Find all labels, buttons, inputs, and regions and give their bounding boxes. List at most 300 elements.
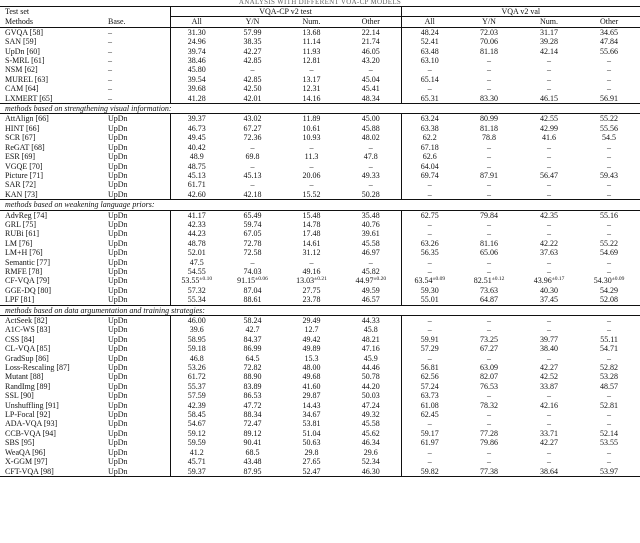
metric-value: –: [250, 142, 255, 152]
metric-cell: [458, 190, 520, 200]
metric-cell: [458, 124, 520, 133]
metric-value: 41.17: [187, 210, 206, 220]
metric-cell: [282, 410, 341, 419]
metric-value: 69.8: [245, 152, 260, 162]
metric-value: –: [309, 65, 314, 75]
method-name: SBS [95]: [5, 438, 35, 448]
metric-value: 57.29: [420, 344, 439, 354]
metric-cell: [170, 286, 223, 295]
metric-cell: [578, 325, 640, 334]
metric-cell: [170, 438, 223, 447]
metric-value: –: [427, 266, 432, 276]
metric-value: 14.78: [302, 219, 321, 229]
method-name: CL-VQA [85]: [5, 344, 51, 354]
metric-value: 63.10: [420, 56, 439, 66]
metric-cell: [401, 143, 458, 152]
metric-value: –: [427, 189, 432, 199]
metric-cell: [401, 316, 458, 326]
metric-value: 21.74: [361, 37, 380, 47]
metric-cell: [341, 410, 401, 419]
metric-value: 58.95: [187, 334, 206, 344]
method-name: WeaQA [96]: [5, 447, 46, 457]
column-header: All: [170, 17, 223, 27]
metric-cell: [223, 410, 282, 419]
metric-cell: [458, 248, 520, 257]
table-row: [0, 124, 640, 133]
metric-value: 42.16: [540, 400, 559, 410]
metric-cell: [282, 429, 341, 438]
metric-cell: [458, 180, 520, 189]
metric-value: 59.82: [420, 466, 439, 476]
table-row: [0, 75, 640, 84]
metric-value: 49.16: [302, 266, 321, 276]
metric-cell: [170, 56, 223, 65]
metric-value: 45.13: [243, 170, 262, 180]
metric-value: 53.26: [187, 363, 206, 373]
metric-value: 40.76: [361, 219, 380, 229]
metric-value: 38.35: [243, 37, 262, 47]
metric-value: 55.22: [600, 114, 619, 124]
method-name: Mutant [88]: [5, 372, 44, 382]
metric-cell: [520, 325, 578, 334]
metric-cell: [282, 419, 341, 428]
metric-value: 59.91: [420, 334, 439, 344]
metric-value: 46.57: [361, 295, 380, 305]
metric-value: 81.18: [480, 46, 499, 56]
metric-value: 48.78: [187, 238, 206, 248]
metric-value: 47.8: [363, 152, 378, 162]
table-row: [0, 467, 640, 477]
column-header: Y/N: [458, 17, 520, 27]
method-name: LP-Focal [92]: [5, 410, 51, 420]
table-row: [0, 382, 640, 391]
metric-value: 10.61: [302, 123, 321, 133]
test-set-header: Test set: [0, 7, 106, 17]
metric-cell: [578, 229, 640, 238]
metric-value: –: [607, 447, 612, 457]
metric-cell: [223, 295, 282, 305]
metric-value: 45.82: [361, 266, 380, 276]
metric-cell: [282, 335, 341, 344]
metric-cell: [520, 229, 578, 238]
metric-cell: [578, 143, 640, 152]
metric-value: 72.36: [243, 133, 262, 143]
metric-cell: [520, 258, 578, 267]
metric-value: –: [547, 353, 552, 363]
metric-cell: [401, 56, 458, 65]
table-row: [0, 27, 640, 37]
metric-cell: [223, 467, 282, 477]
metric-value: 54.55: [187, 266, 206, 276]
metric-cell: [341, 143, 401, 152]
metric-cell: [341, 171, 401, 180]
metric-value: 74.03: [243, 266, 262, 276]
metric-cell: [401, 363, 458, 372]
metric-value: 47.72: [243, 400, 262, 410]
metric-value: 63.24: [420, 114, 439, 124]
metric-value: –: [547, 142, 552, 152]
metric-value: 42.18: [243, 189, 262, 199]
metric-value: 62.45: [420, 410, 439, 420]
metric-cell: [520, 47, 578, 56]
metric-cell: [520, 438, 578, 447]
metric-value: –: [487, 391, 492, 401]
metric-cell: [458, 401, 520, 410]
metric-cell: [282, 143, 341, 152]
column-header: Other: [578, 17, 640, 27]
metric-cell: [341, 239, 401, 248]
base-model: UpDn: [108, 219, 128, 229]
metric-cell: [578, 457, 640, 466]
table-row: [0, 419, 640, 428]
metric-value: 49.68: [302, 372, 321, 382]
metric-value: 54.5: [602, 133, 617, 143]
metric-cell: [341, 419, 401, 428]
metric-cell: [458, 27, 520, 37]
metric-cell: [401, 276, 458, 285]
metric-cell: [170, 210, 223, 220]
metric-value: –: [607, 325, 612, 335]
metric-cell: [520, 457, 578, 466]
method-name: LM+H [76]: [5, 248, 43, 258]
metric-value: 65.49: [243, 210, 262, 220]
table-row: [0, 133, 640, 142]
base-model: UpDn: [108, 419, 128, 429]
metric-cell: [341, 220, 401, 229]
metric-cell: [223, 180, 282, 189]
metric-value: –: [427, 65, 432, 75]
metric-value: 62.2: [422, 133, 437, 143]
table-row: [0, 220, 640, 229]
metric-cell: [458, 363, 520, 372]
metric-cell: [578, 133, 640, 142]
metric-value: –: [250, 65, 255, 75]
metric-cell: [170, 133, 223, 142]
metric-value: 23.78: [302, 295, 321, 305]
metric-cell: [520, 94, 578, 104]
results-table: [0, 6, 640, 477]
metric-value: 45.88: [361, 123, 380, 133]
metric-value: –: [607, 457, 612, 467]
metric-value: 46.15: [540, 93, 559, 103]
metric-cell: [401, 286, 458, 295]
metric-value: –: [309, 257, 314, 267]
metric-cell: [282, 65, 341, 74]
metric-cell: [282, 276, 341, 285]
metric-cell: [520, 429, 578, 438]
metric-cell: [401, 438, 458, 447]
metric-value: –: [427, 353, 432, 363]
base-model: UpDn: [108, 266, 128, 276]
metric-value: 67.27: [480, 344, 499, 354]
table-row: [0, 229, 640, 238]
metric-cell: [520, 372, 578, 381]
metric-value: 46.00: [187, 316, 206, 325]
metric-cell: [170, 267, 223, 276]
metric-cell: [341, 382, 401, 391]
base-model: –: [108, 65, 112, 75]
metric-value: 59.74: [243, 219, 262, 229]
metric-value: 45.62: [361, 428, 380, 438]
metric-cell: [170, 382, 223, 391]
metric-cell: [170, 143, 223, 152]
metric-cell: [458, 467, 520, 477]
metric-cell: [223, 75, 282, 84]
methods-header: Methods: [0, 17, 106, 27]
metric-cell: [223, 94, 282, 104]
metric-value: 56.35: [420, 248, 439, 258]
metric-value: 88.61: [243, 295, 262, 305]
metric-cell: [578, 372, 640, 381]
metric-value: 39.68: [187, 84, 206, 94]
metric-value: 46.34: [361, 438, 380, 448]
metric-cell: [520, 171, 578, 180]
metric-cell: [401, 391, 458, 400]
metric-cell: [223, 276, 282, 285]
metric-cell: [458, 143, 520, 152]
metric-value: –: [607, 65, 612, 75]
table-row: [0, 56, 640, 65]
metric-value: 13.68: [302, 27, 321, 37]
metric-value: 45.04: [361, 74, 380, 84]
metric-value: 64.5: [245, 353, 260, 363]
metric-cell: [578, 239, 640, 248]
metric-value: 72.58: [243, 248, 262, 258]
metric-cell: [401, 382, 458, 391]
metric-value: 31.17: [540, 27, 559, 37]
method-name: A1C-WS [83]: [5, 325, 51, 335]
table-row: [0, 438, 640, 447]
metric-value: 37.63: [540, 248, 559, 258]
base-model: UpDn: [108, 123, 128, 133]
metric-cell: [401, 267, 458, 276]
metric-value: 70.06: [480, 37, 499, 47]
metric-cell: [401, 114, 458, 124]
metric-value: –: [607, 266, 612, 276]
metric-value: 48.34: [361, 93, 380, 103]
metric-cell: [282, 258, 341, 267]
metric-cell: [223, 363, 282, 372]
metric-value: 41.6: [542, 133, 557, 143]
metric-cell: [520, 286, 578, 295]
metric-value: 54.67: [187, 419, 206, 429]
metric-value: –: [487, 219, 492, 229]
metric-cell: [578, 316, 640, 326]
metric-value: 20.06: [302, 170, 321, 180]
base-model: UpDn: [108, 161, 128, 171]
metric-cell: [401, 152, 458, 161]
column-header: Y/N: [223, 17, 282, 27]
metric-value: 43.02: [243, 114, 262, 124]
metric-value: 57.59: [187, 391, 206, 401]
metric-value: 42.85: [243, 56, 262, 66]
metric-cell: [282, 27, 341, 37]
metric-value: 45.13: [187, 170, 206, 180]
metric-value: –: [487, 316, 492, 325]
metric-cell: [401, 75, 458, 84]
metric-cell: [458, 286, 520, 295]
metric-cell: [170, 457, 223, 466]
metric-cell: [282, 239, 341, 248]
metric-value: 88.34: [243, 410, 262, 420]
metric-value: 57.24: [420, 381, 439, 391]
metric-value: 78.32: [480, 400, 499, 410]
metric-cell: [170, 229, 223, 238]
metric-value: –: [547, 219, 552, 229]
metric-cell: [401, 457, 458, 466]
metric-value: 55.22: [600, 238, 619, 248]
column-header: Other: [341, 17, 401, 27]
metric-cell: [520, 363, 578, 372]
metric-cell: [458, 354, 520, 363]
metric-value: 79.84: [480, 210, 499, 220]
metric-cell: [578, 410, 640, 419]
metric-value: 38.46: [187, 56, 206, 66]
metric-value: 42.27: [540, 438, 559, 448]
metric-cell: [458, 325, 520, 334]
metric-cell: [223, 152, 282, 161]
metric-cell: [170, 372, 223, 381]
metric-value: 38.64: [540, 466, 559, 476]
method-name: X-GGM [97]: [5, 457, 48, 467]
metric-value: 45.58: [361, 238, 380, 248]
metric-cell: [578, 391, 640, 400]
section-header-row: [0, 305, 640, 315]
metric-cell: [223, 239, 282, 248]
metric-value: –: [547, 229, 552, 239]
metric-cell: [578, 363, 640, 372]
metric-value: 44.23: [187, 229, 206, 239]
metric-cell: [520, 467, 578, 477]
metric-cell: [458, 229, 520, 238]
metric-cell: [458, 457, 520, 466]
metric-cell: [170, 354, 223, 363]
metric-cell: [223, 438, 282, 447]
metric-cell: [170, 401, 223, 410]
metric-cell: [282, 190, 341, 200]
metric-value: –: [427, 84, 432, 94]
metric-cell: [401, 372, 458, 381]
metric-cell: [401, 325, 458, 334]
metric-cell: [282, 316, 341, 326]
base-model: UpDn: [108, 248, 128, 258]
metric-cell: [223, 124, 282, 133]
metric-cell: [223, 448, 282, 457]
metric-cell: [520, 180, 578, 189]
metric-value: 64.87: [480, 295, 499, 305]
metric-cell: [578, 335, 640, 344]
metric-cell: [223, 143, 282, 152]
base-model: –: [108, 46, 112, 56]
table-row: [0, 162, 640, 171]
metric-value: 65.31: [420, 93, 439, 103]
metric-cell: [401, 295, 458, 305]
metric-cell: [341, 133, 401, 142]
metric-cell: [520, 210, 578, 220]
table-row: [0, 143, 640, 152]
metric-cell: [458, 162, 520, 171]
metric-cell: [170, 429, 223, 438]
metric-cell: [458, 56, 520, 65]
base-model: UpDn: [108, 428, 128, 438]
metric-value: –: [547, 316, 552, 325]
table-row: [0, 180, 640, 189]
metric-value: –: [487, 353, 492, 363]
metric-value: 59.43: [600, 170, 619, 180]
metric-value: 39.77: [540, 334, 559, 344]
metric-value: 51.04: [302, 428, 321, 438]
metric-cell: [282, 448, 341, 457]
method-name: CCB-VQA [94]: [5, 428, 56, 438]
metric-value: –: [547, 152, 552, 162]
metric-cell: [282, 363, 341, 372]
metric-value: 58.24: [243, 316, 262, 325]
metric-value: 47.5: [189, 257, 204, 267]
metric-cell: [341, 65, 401, 74]
metric-cell: [520, 56, 578, 65]
metric-cell: [282, 344, 341, 353]
metric-value: –: [547, 180, 552, 190]
metric-value: 44.97: [355, 276, 374, 286]
metric-cell: [401, 84, 458, 93]
metric-cell: [223, 325, 282, 334]
metric-value: –: [547, 419, 552, 429]
metric-value: –: [487, 266, 492, 276]
metric-cell: [401, 429, 458, 438]
base-model: –: [108, 37, 112, 47]
base-model: –: [108, 74, 112, 84]
metric-value: 55.16: [600, 210, 619, 220]
metric-value: –: [547, 189, 552, 199]
table-row: [0, 267, 640, 276]
metric-cell: [458, 37, 520, 46]
metric-value: 46.30: [361, 466, 380, 476]
metric-cell: [223, 267, 282, 276]
table-row: [0, 171, 640, 180]
metric-value: –: [309, 142, 314, 152]
method-name: ReGAT [68]: [5, 142, 45, 152]
metric-cell: [401, 344, 458, 353]
metric-cell: [520, 143, 578, 152]
table-row: [0, 448, 640, 457]
metric-cell: [341, 162, 401, 171]
metric-value: 24.96: [187, 37, 206, 47]
metric-value: 29.6: [363, 447, 378, 457]
metric-cell: [223, 429, 282, 438]
metric-value: 52.41: [420, 37, 439, 47]
metric-value: 35.48: [361, 210, 380, 220]
metric-value: 61.08: [420, 400, 439, 410]
metric-value: –: [607, 419, 612, 429]
base-model: UpDn: [108, 344, 128, 354]
metric-cell: [282, 286, 341, 295]
metric-value: 43.48: [243, 457, 262, 467]
metric-value: 57.99: [243, 27, 262, 37]
metric-value: 87.91: [480, 170, 499, 180]
metric-value: 49.59: [361, 285, 380, 295]
table-row: [0, 401, 640, 410]
metric-cell: [578, 276, 640, 285]
metric-cell: [520, 295, 578, 305]
table-row: [0, 210, 640, 220]
metric-value: 53.97: [600, 466, 619, 476]
metric-cell: [578, 248, 640, 257]
base-model: UpDn: [108, 295, 128, 305]
metric-cell: [170, 363, 223, 372]
metric-cell: [341, 258, 401, 267]
metric-cell: [520, 316, 578, 326]
metric-value: 68.5: [245, 447, 260, 457]
